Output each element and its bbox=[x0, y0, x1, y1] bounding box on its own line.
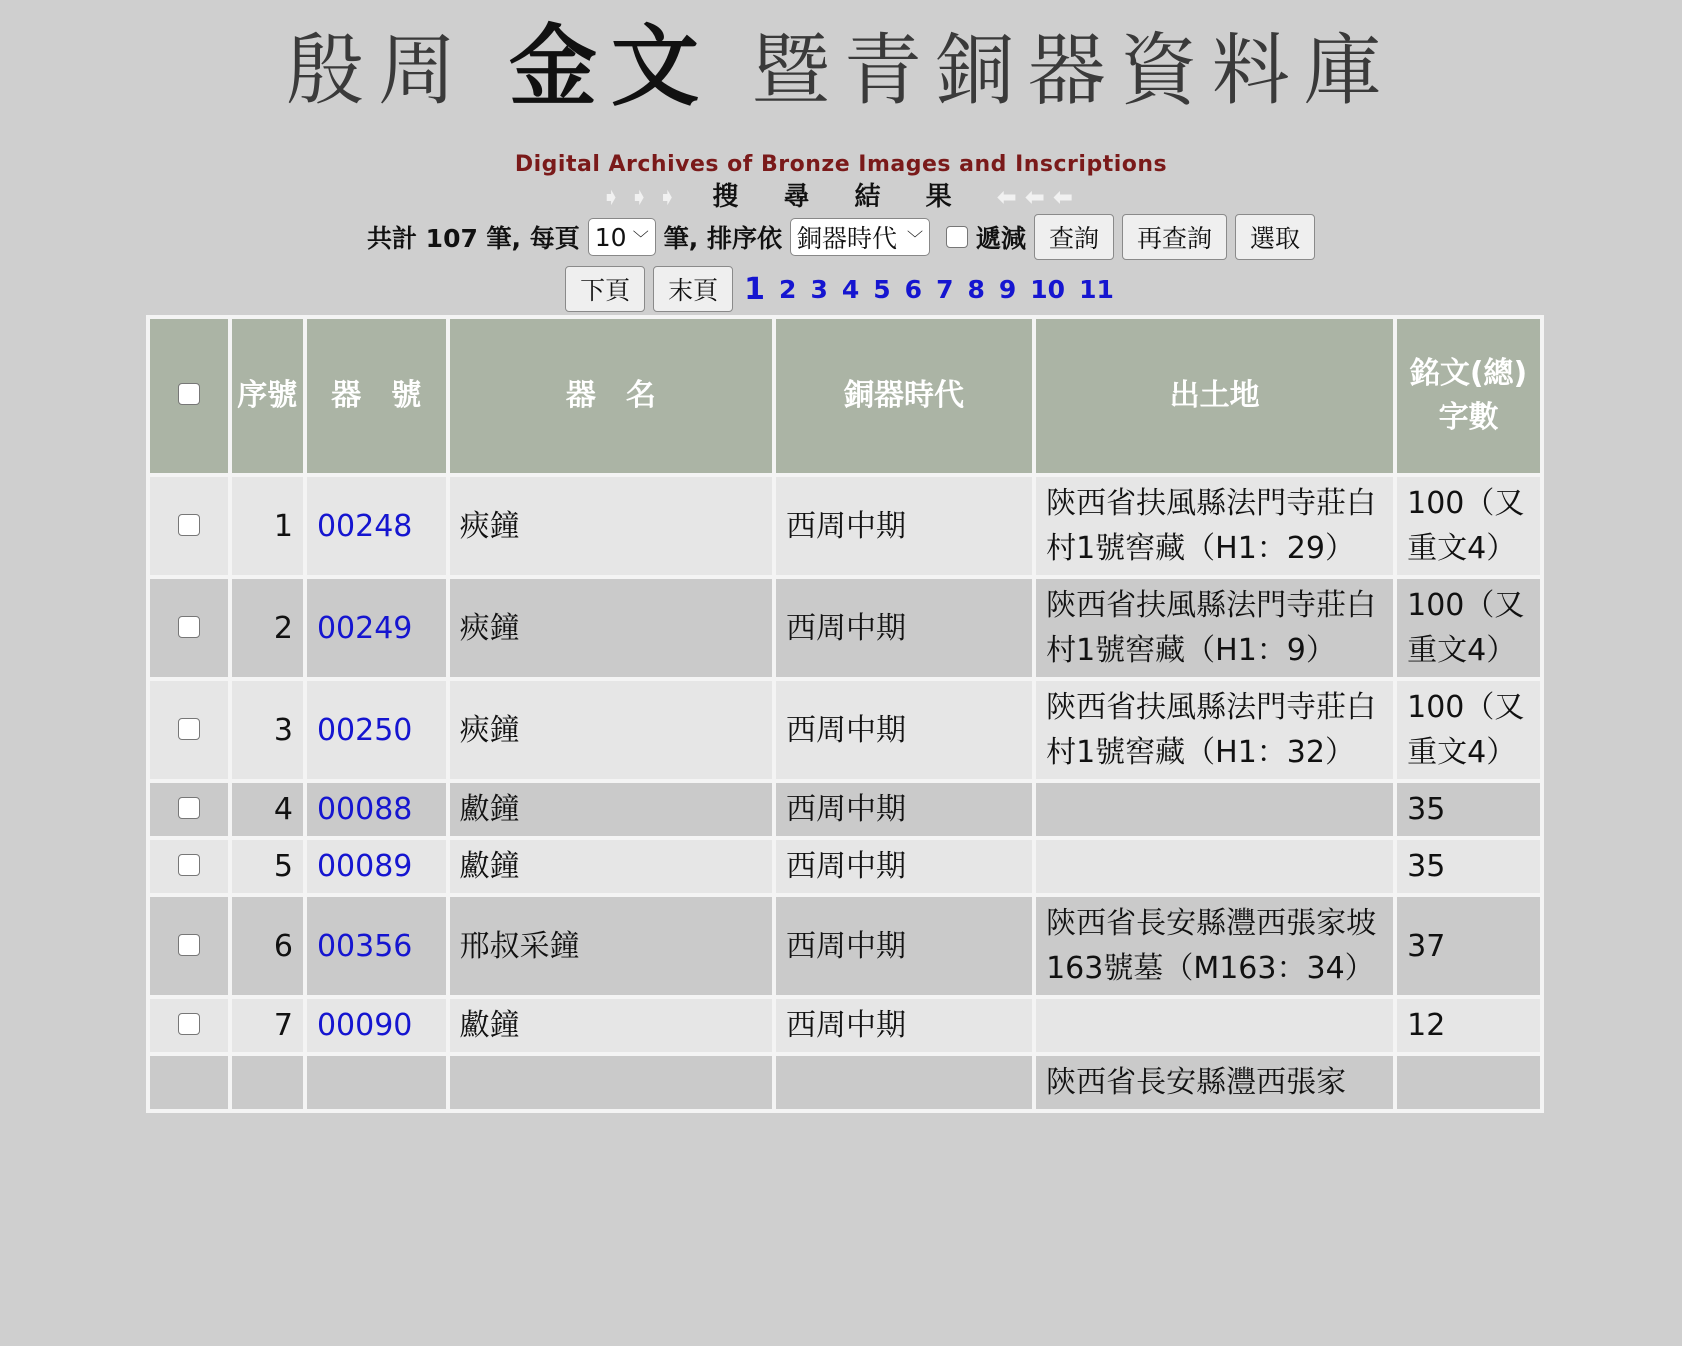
row-location: 陝西省扶風縣法門寺莊白村1號窖藏（H1：29） bbox=[1036, 477, 1393, 575]
row-no-link[interactable]: 00248 bbox=[316, 508, 413, 544]
row-seq: 1 bbox=[232, 477, 303, 575]
row-no-cell bbox=[307, 477, 446, 575]
row-era bbox=[776, 1056, 1032, 1109]
row-select-cell bbox=[150, 681, 228, 779]
row-select-cell bbox=[150, 783, 228, 836]
row-no-link[interactable]: 00249 bbox=[316, 610, 413, 646]
last-page-button[interactable]: 末頁 bbox=[653, 266, 733, 312]
chevron-down-icon: ﹀ bbox=[906, 228, 923, 248]
row-no-cell bbox=[307, 579, 446, 677]
row-no-link[interactable]: 00089 bbox=[316, 849, 413, 884]
select-all-cell bbox=[150, 319, 228, 473]
row-no-cell bbox=[307, 783, 446, 836]
row-checkbox[interactable] bbox=[178, 616, 200, 638]
chevron-down-icon: ﹀ bbox=[632, 228, 649, 248]
results-title-text: 搜 尋 結 果 bbox=[712, 182, 970, 212]
row-select-cell bbox=[150, 477, 228, 575]
results-controls bbox=[0, 214, 1682, 260]
row-era: 西周中期 bbox=[776, 897, 1032, 995]
row-inscription-count bbox=[1397, 1056, 1540, 1109]
row-checkbox[interactable] bbox=[178, 1013, 200, 1035]
row-no-cell bbox=[307, 897, 446, 995]
select-button[interactable]: 選取 bbox=[1235, 214, 1315, 260]
header-era: 銅器時代 bbox=[776, 319, 1032, 473]
row-location bbox=[1036, 840, 1393, 893]
page-link-8[interactable]: 8 bbox=[967, 274, 985, 304]
row-location bbox=[1036, 783, 1393, 836]
row-seq bbox=[232, 1056, 303, 1109]
page-link-5[interactable]: 5 bbox=[873, 274, 891, 304]
row-name: 㾜鐘 bbox=[450, 681, 772, 779]
row-seq: 3 bbox=[232, 681, 303, 779]
logo-title-part1: 殷周 bbox=[286, 26, 471, 116]
row-location bbox=[1036, 999, 1393, 1052]
row-checkbox[interactable] bbox=[178, 718, 200, 740]
row-inscription-count: 100（又重文4） bbox=[1397, 477, 1540, 575]
right-arrows-icon: ➧➧➧ bbox=[601, 183, 686, 211]
page-link-9[interactable]: 9 bbox=[998, 274, 1017, 304]
row-no-link[interactable]: 00090 bbox=[316, 1008, 413, 1043]
descending-label: 遞減 bbox=[975, 224, 1026, 253]
row-select-cell bbox=[150, 1056, 228, 1109]
row-era: 西周中期 bbox=[776, 477, 1032, 575]
row-seq: 5 bbox=[232, 840, 303, 893]
results-title bbox=[0, 176, 1682, 213]
page-link-6[interactable]: 6 bbox=[904, 274, 923, 304]
sort-label: 筆, 排序依 bbox=[663, 224, 782, 253]
per-page-value: 10 bbox=[594, 222, 627, 252]
row-era: 西周中期 bbox=[776, 999, 1032, 1052]
row-seq: 2 bbox=[232, 579, 303, 677]
sort-value: 銅器時代 bbox=[796, 224, 897, 253]
page-link-1[interactable]: 1 bbox=[744, 271, 766, 307]
row-no-cell bbox=[307, 999, 446, 1052]
row-name: 㾜鐘 bbox=[450, 579, 772, 677]
sort-select[interactable] bbox=[790, 218, 930, 256]
row-inscription-count: 12 bbox=[1397, 999, 1540, 1052]
page-link-4[interactable]: 4 bbox=[841, 274, 860, 304]
row-checkbox[interactable] bbox=[178, 514, 200, 536]
query-button[interactable]: 查詢 bbox=[1034, 214, 1114, 260]
logo-english-subtitle: Digital Archives of Bronze Images and Inscriptions bbox=[514, 152, 1168, 177]
row-location: 陝西省扶風縣法門寺莊白村1號窖藏（H1：9） bbox=[1036, 579, 1393, 677]
page-link-3[interactable]: 3 bbox=[810, 274, 828, 304]
row-inscription-count: 35 bbox=[1397, 840, 1540, 893]
page-link-7[interactable]: 7 bbox=[936, 274, 954, 304]
page-link-10[interactable]: 10 bbox=[1030, 274, 1066, 304]
row-name: 邢叔采鐘 bbox=[450, 897, 772, 995]
row-no-cell bbox=[307, 1056, 446, 1109]
row-no-cell bbox=[307, 681, 446, 779]
row-name: 㾜鐘 bbox=[450, 477, 772, 575]
row-era: 西周中期 bbox=[776, 579, 1032, 677]
row-select-cell bbox=[150, 999, 228, 1052]
row-no-link[interactable]: 00356 bbox=[316, 928, 413, 964]
results-table bbox=[146, 315, 1544, 1113]
row-inscription-count: 37 bbox=[1397, 897, 1540, 995]
row-select-cell bbox=[150, 579, 228, 677]
row-no-link[interactable]: 00250 bbox=[316, 712, 413, 748]
row-checkbox[interactable] bbox=[178, 797, 200, 819]
row-name: 䱷鐘 bbox=[450, 840, 772, 893]
row-era: 西周中期 bbox=[776, 783, 1032, 836]
logo-chinese-title bbox=[0, 14, 1682, 118]
row-checkbox[interactable] bbox=[178, 854, 200, 876]
row-checkbox[interactable] bbox=[178, 934, 200, 956]
row-no-link[interactable]: 00088 bbox=[316, 792, 413, 827]
per-page-select[interactable] bbox=[588, 218, 656, 256]
requery-button[interactable]: 再查詢 bbox=[1122, 214, 1227, 260]
logo-seal-characters: 金文 bbox=[508, 14, 713, 118]
row-era: 西周中期 bbox=[776, 840, 1032, 893]
row-location: 陝西省扶風縣法門寺莊白村1號窖藏（H1：32） bbox=[1036, 681, 1393, 779]
header-location: 出土地 bbox=[1036, 319, 1393, 473]
left-arrows-icon: ⬅⬅⬅ bbox=[996, 183, 1081, 211]
row-seq: 7 bbox=[232, 999, 303, 1052]
page-link-2[interactable]: 2 bbox=[779, 274, 797, 304]
page-link-11[interactable]: 11 bbox=[1079, 274, 1114, 304]
row-name: 䱷鐘 bbox=[450, 783, 772, 836]
header-inscription-count: 銘文(總)字數 bbox=[1397, 319, 1540, 473]
row-era: 西周中期 bbox=[776, 681, 1032, 779]
header-no: 器 號 bbox=[307, 319, 446, 473]
table-header-row bbox=[150, 319, 1540, 473]
descending-checkbox[interactable] bbox=[946, 226, 968, 248]
row-inscription-count: 100（又重文4） bbox=[1397, 681, 1540, 779]
table-row bbox=[150, 579, 1540, 677]
site-logo bbox=[0, 14, 1682, 177]
header-name: 器 名 bbox=[450, 319, 772, 473]
row-inscription-count: 100（又重文4） bbox=[1397, 579, 1540, 677]
table-row bbox=[150, 999, 1540, 1052]
table-row bbox=[150, 1056, 1540, 1109]
row-location: 陝西省長安縣灃西張家 bbox=[1036, 1056, 1393, 1109]
row-no-cell bbox=[307, 840, 446, 893]
row-inscription-count: 35 bbox=[1397, 783, 1540, 836]
pagination bbox=[0, 266, 1682, 312]
table-row bbox=[150, 477, 1540, 575]
row-name: 䱷鐘 bbox=[450, 999, 772, 1052]
select-all-checkbox[interactable] bbox=[178, 383, 200, 405]
logo-title-part2: 暨青銅器資料庫 bbox=[751, 26, 1396, 116]
table-row bbox=[150, 681, 1540, 779]
row-seq: 4 bbox=[232, 783, 303, 836]
row-name bbox=[450, 1056, 772, 1109]
table-row bbox=[150, 783, 1540, 836]
total-count-label: 共計 107 筆, 每頁 bbox=[366, 224, 580, 253]
row-select-cell bbox=[150, 840, 228, 893]
table-row bbox=[150, 840, 1540, 893]
row-select-cell bbox=[150, 897, 228, 995]
header-seq: 序號 bbox=[232, 319, 303, 473]
next-page-button[interactable]: 下頁 bbox=[565, 266, 645, 312]
row-seq: 6 bbox=[232, 897, 303, 995]
row-location: 陝西省長安縣灃西張家坡163號墓（M163：34） bbox=[1036, 897, 1393, 995]
table-row bbox=[150, 897, 1540, 995]
